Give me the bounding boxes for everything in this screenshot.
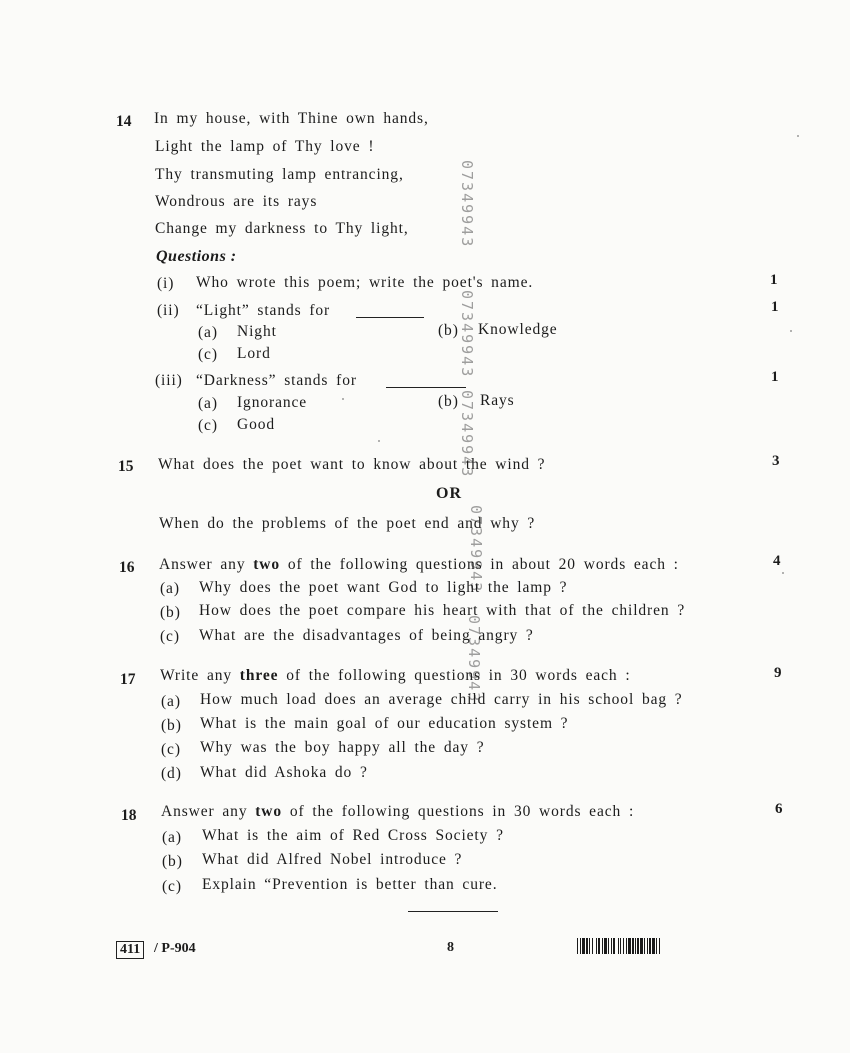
marks: 6 [775, 801, 783, 817]
option-text: Knowledge [478, 321, 558, 338]
item-text: Why does the poet want God to light the lamp ? [199, 579, 568, 596]
marks: 1 [771, 299, 779, 315]
item-text: What is the main goal of our education system ? [200, 715, 569, 732]
poem-line: Thy transmuting lamp entrancing, [155, 166, 404, 183]
poem-line: In my house, with Thine own hands, [154, 110, 429, 127]
question-instruction: Answer any two of the following questions in about 20 words each : [159, 556, 679, 573]
barcode-bar [602, 938, 603, 954]
option-text: Lord [237, 345, 271, 362]
item-text: What are the disadvantages of being angry ? [199, 627, 534, 644]
option-label: (b) [438, 393, 459, 410]
sub-question-text: Who wrote this poem; write the poet's name. [196, 274, 534, 291]
barcode-bar [586, 938, 588, 954]
scan-speck [790, 330, 792, 332]
barcode-bar [577, 938, 578, 954]
scan-speck [342, 398, 344, 400]
item-label: (c) [161, 741, 181, 758]
item-label: (c) [160, 628, 180, 645]
item-label: (a) [162, 829, 182, 846]
poem-line: Light the lamp of Thy love ! [155, 138, 375, 155]
item-label: (b) [160, 604, 181, 621]
option-label: (c) [198, 417, 218, 434]
barcode-bar [582, 938, 585, 954]
marks: 9 [774, 665, 782, 681]
barcode-bar [652, 938, 655, 954]
answer-blank [356, 304, 424, 323]
end-of-section-rule [408, 911, 498, 912]
item-text: What is the aim of Red Cross Society ? [202, 827, 504, 844]
page-number: 8 [447, 940, 454, 955]
barcode-bar [613, 938, 615, 954]
barcode-bar [598, 938, 600, 954]
barcode-bar [623, 938, 624, 954]
watermark-serial: 07349943 [458, 160, 476, 249]
option-text: Rays [480, 392, 515, 409]
item-label: (a) [160, 580, 180, 597]
marks: 4 [773, 553, 781, 569]
barcode-bar [604, 938, 607, 954]
option-text: Night [237, 323, 277, 340]
poem-line: Change my darkness to Thy light, [155, 220, 409, 237]
marks: 1 [771, 369, 779, 385]
item-text: How much load does an average child carry in his school bag ? [200, 691, 683, 708]
barcode-bar [632, 938, 634, 954]
item-text: What did Ashoka do ? [200, 764, 368, 781]
scan-speck [782, 572, 784, 574]
barcode-bar [644, 938, 645, 954]
barcode-bar [637, 938, 639, 954]
question-instruction: Answer any two of the following questions in 30 words each : [161, 803, 635, 820]
subject-code-box: 411 [116, 941, 144, 959]
barcode-bar [580, 938, 581, 954]
marks: 1 [770, 272, 778, 288]
item-label: (b) [161, 717, 182, 734]
item-text: What did Alfred Nobel introduce ? [202, 851, 463, 868]
barcode-bar [611, 938, 612, 954]
barcode-bar [589, 938, 590, 954]
watermark-serial: 07349943 [465, 615, 483, 704]
item-text: How does the poet compare his heart with that of the children ? [199, 602, 686, 619]
marks: 3 [772, 453, 780, 469]
question-number: 18 [121, 807, 137, 824]
item-label: (d) [161, 765, 182, 782]
scan-speck [797, 135, 799, 137]
barcode [577, 938, 722, 954]
barcode-bar [649, 938, 651, 954]
watermark-serial: 07349943 [467, 505, 485, 594]
watermark-serial: 07349943 [458, 390, 476, 479]
scan-speck [378, 440, 380, 442]
option-label: (b) [438, 322, 459, 339]
barcode-bar [628, 938, 631, 954]
watermark-serial: 07349943 [458, 290, 476, 379]
barcode-bar [656, 938, 657, 954]
question-number: 16 [119, 559, 135, 576]
barcode-bar [659, 938, 660, 954]
question-number: 14 [116, 113, 132, 130]
barcode-bar [608, 938, 609, 954]
barcode-bar [640, 938, 643, 954]
answer-blank [386, 374, 466, 393]
barcode-bar [647, 938, 648, 954]
barcode-bar [620, 938, 621, 954]
barcode-bar [626, 938, 627, 954]
sub-question-number: (iii) [155, 372, 183, 389]
item-label: (b) [162, 853, 183, 870]
option-text: Ignorance [237, 394, 308, 411]
question-number: 17 [120, 671, 136, 688]
question-text: What does the poet want to know about the wind ? [158, 456, 546, 473]
item-label: (a) [161, 693, 181, 710]
question-text-alternative: When do the problems of the poet end and why ? [159, 515, 536, 532]
item-text: Why was the boy happy all the day ? [200, 739, 485, 756]
option-label: (a) [198, 324, 218, 341]
barcode-bar [618, 938, 619, 954]
item-label: (c) [162, 878, 182, 895]
sub-question-number: (ii) [157, 302, 180, 319]
paper-code: / P-904 [154, 941, 196, 956]
questions-heading: Questions : [156, 248, 237, 265]
question-number: 15 [118, 458, 134, 475]
barcode-bar [596, 938, 597, 954]
sub-question-number: (i) [157, 275, 175, 292]
item-text: Explain “Prevention is better than cure. [202, 876, 498, 893]
sub-question-text: “Light” stands for [196, 302, 331, 319]
or-divider: OR [436, 485, 462, 502]
barcode-bar [635, 938, 636, 954]
sub-question-text: “Darkness” stands for [196, 372, 357, 389]
option-text: Good [237, 416, 276, 433]
barcode-bar [592, 938, 593, 954]
option-label: (c) [198, 346, 218, 363]
poem-line: Wondrous are its rays [155, 193, 318, 210]
question-instruction: Write any three of the following questions in 30 words each : [160, 667, 631, 684]
option-label: (a) [198, 395, 218, 412]
